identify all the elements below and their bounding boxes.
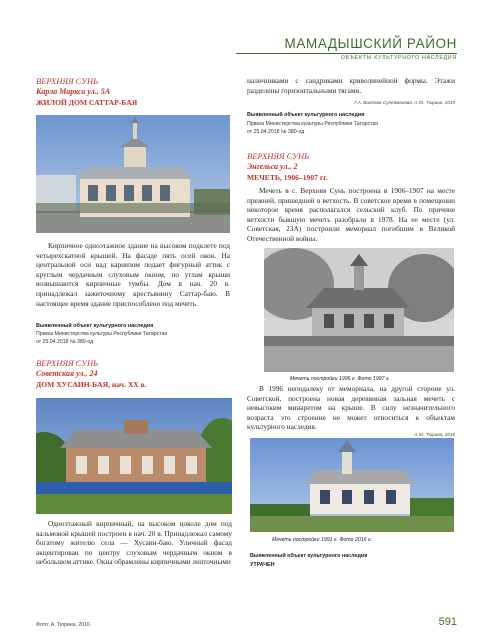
entry1-heritage-order: Приказ Министерства культуры Республики Татарстан	[36, 331, 168, 337]
entry1-heritage-label: Выявленный объект культурного наследия	[36, 323, 154, 329]
entry2-heritage-date: от 25.04.2018 № 380-од	[247, 129, 305, 135]
entry2-description: Одноэтажный кирпичный, на высоком цоколе дом под вальмовой крышей построен в нач. 20 в. Принадлежал самому богатому жителю села — Хусаин-баю. Уличный фасад акцентирован по центру слуховым чердачным окном в небольшом аттике. Окна обрамлены кирпичными ленточными	[36, 519, 232, 567]
photo-mosque-1996	[264, 248, 454, 372]
page-number: 591	[438, 616, 457, 628]
entry2-locality: ВЕРХНЯЯ СУНЬ	[36, 358, 99, 368]
section-subtitle: ОБЪЕКТЫ КУЛЬТУРНОГО НАСЛЕДИЯ	[340, 55, 457, 61]
header-divider	[236, 53, 457, 54]
entry1-locality: ВЕРХНЯЯ СУНЬ	[36, 76, 99, 86]
entry3-title: МЕЧЕТЬ, 1906–1907 гг.	[247, 173, 328, 182]
mosque-1996-caption: Мечеть постройки 1996 г. Фото 1997 г.	[290, 376, 390, 382]
entry1-description: Кирпичное одноэтажное здание на высоком подклете под четырехскатной крышей. На фасаде пять осей окон. На центральной оси над карнизом подает фигурный аттик с круглым чердачным слуховым окном, по углам крыши возвышаются кирпичные тумбы. Дом в нач. 20 в. принадлежал зажиточному крестьянину Саттар-баю. В настоящее время здание приспособлено под мечеть.	[36, 241, 230, 308]
entry3-locality: ВЕРХНЯЯ СУНЬ	[247, 151, 310, 161]
entry3-author: А.Ю. Тюрина, 2019	[414, 432, 455, 437]
section-title: МАМАДЫШСКИЙ РАЙОН	[284, 36, 457, 51]
entry2-heritage-label: Выявленный объект культурного наследия	[247, 112, 365, 118]
mosque-1991-caption: Мечеть постройки 1991 г. Фото 2016 г.	[272, 537, 372, 543]
entry3-address: Энгельса ул., 2	[247, 162, 298, 171]
entry1-title: ЖИЛОЙ ДОМ САТТАР-БАЯ	[36, 98, 138, 107]
entry2-title: ДОМ ХУСАИН-БАЯ, нач. XX в.	[36, 380, 147, 389]
entry3-description: Мечеть в с. Верхняя Сунь построена в 1906–1907 на месте прежней, пришедшей в ветхость. В советское время в помещении некоторое время располагался сельский клуб. По причине ветхости бывшую мечеть разобрали в 1978. На ее месте (ул. Советская, 23А) построили мемориал погибшим в Великой Отечественной войны.	[247, 186, 455, 243]
photo4-heritage-label: Выявленный объект культурного наследия	[250, 553, 368, 559]
entry1-heritage-date: от 25.04.2018 № 380-од	[36, 339, 94, 345]
entry2-heritage-order: Приказ Министерства культуры Республики Татарстан	[247, 121, 379, 127]
entry1-address: Карла Маркса ул., 5А	[36, 87, 111, 96]
photo-mosque-1991	[250, 438, 454, 532]
photo-sattar-bai-house	[36, 115, 230, 233]
entry2-description-continued: наличниками с сандриками криволинейной формы. Этажи разделены горизонтальными тягами.	[247, 76, 455, 95]
photo-khusain-bai-house	[36, 398, 232, 514]
entry2-author: Г.А. Валеева-Сулейманова, А.Ю. Тюрина, 2019	[354, 100, 455, 105]
entry2-address: Советская ул., 24	[36, 369, 98, 378]
photo-credit: Фото: А. Тюрина, 2016	[36, 622, 90, 628]
entry3-description-2: В 1996 неподалеку от мемориала, на другой стороне ул. Советской, построена новая деревянная зальная мечеть с невысоким минаретом на крыше. В силу незначительного возраста это строение не может относиться к объектам культурного наследия.	[247, 384, 455, 432]
photo4-status-lost: УТРАЧЕН	[250, 562, 275, 568]
